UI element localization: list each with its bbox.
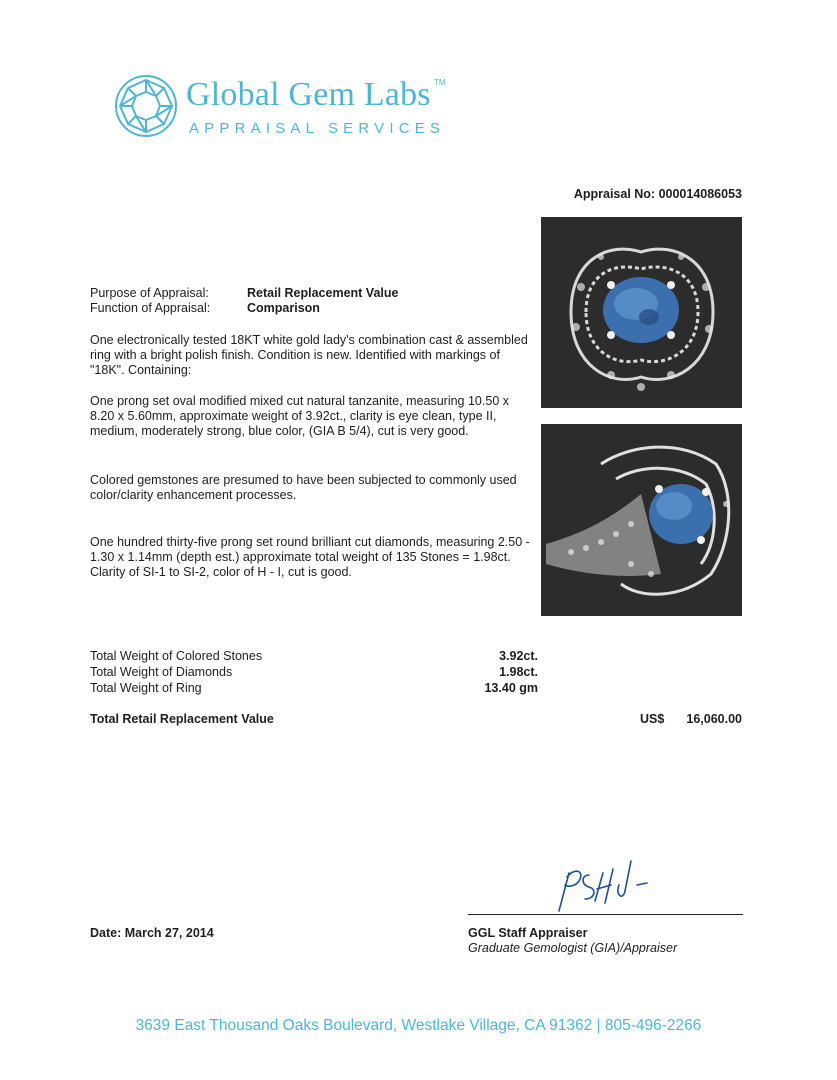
total-diamonds-label: Total Weight of Diamonds <box>90 665 233 679</box>
appraiser-title: GGL Staff Appraiser <box>468 926 588 940</box>
total-colored-stones-label: Total Weight of Colored Stones <box>90 649 263 663</box>
retail-value-label: Total Retail Replacement Value <box>90 712 274 726</box>
gem-icon <box>114 74 178 138</box>
logo-title: Global Gem Labs <box>186 76 431 113</box>
enhancement-note: Colored gemstones are presumed to have been subjected to commonly used color/clarity enhancement processes. <box>90 473 517 502</box>
ring-photo-top <box>541 217 742 408</box>
function-row <box>90 301 320 316</box>
purpose-row <box>90 286 398 301</box>
retail-currency: US$ <box>640 712 665 726</box>
logo-subtitle: APPRAISAL SERVICES <box>189 120 446 137</box>
trademark-mark: TM <box>434 78 446 87</box>
ring-photo-side <box>541 424 742 616</box>
total-colored-stones-value: 3.92ct. <box>499 649 538 663</box>
ring-description: One electronically tested 18KT white gold lady's combination cast & assembled ring with a bright polish finish. Condition is new. Identified with markings of "18K". Containing: <box>90 333 528 377</box>
function-label: Function of Appraisal: <box>90 301 211 315</box>
signature-line <box>468 914 743 915</box>
signature <box>545 855 655 917</box>
total-ring-label: Total Weight of Ring <box>90 681 202 695</box>
ring-top-view-image <box>541 217 742 408</box>
appraiser-credentials: Graduate Gemologist (GIA)/Appraiser <box>468 941 678 955</box>
ring-side-view-image <box>541 424 742 616</box>
purpose-label: Purpose of Appraisal: <box>90 286 209 300</box>
function-value: Comparison <box>247 301 320 315</box>
diamonds-description: One hundred thirty-five prong set round brilliant cut diamonds, measuring 2.50 - 1.30 x 1.14mm (depth est.) approximate total weight of 135 Stones = 1.98ct. Clarity of SI-1 to SI-2, color of H - I, cut is good. <box>90 535 530 579</box>
appraisal-number: Appraisal No: 000014086053 <box>573 187 742 201</box>
footer-address: 3639 East Thousand Oaks Boulevard, Westlake Village, CA 91362 | 805-496-2266 <box>135 1017 702 1034</box>
retail-amount: 16,060.00 <box>686 712 742 726</box>
appraisal-date: Date: March 27, 2014 <box>90 926 214 940</box>
tanzanite-description: One prong set oval modified mixed cut natural tanzanite, measuring 10.50 x 8.20 x 5.60mm, approximate weight of 3.92ct., clarity is eye clean, type II, medium, moderately strong, blue color, (GIA B 5/4), cut is very good. <box>90 394 509 438</box>
total-diamonds-value: 1.98ct. <box>499 665 538 679</box>
purpose-value: Retail Replacement Value <box>247 286 399 300</box>
total-ring-value: 13.40 gm <box>484 681 538 695</box>
